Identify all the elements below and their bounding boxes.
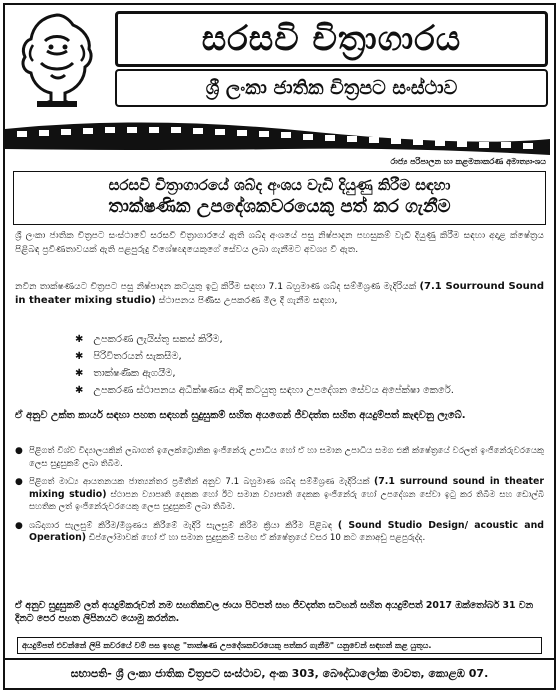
- qualification-list: [15, 445, 544, 551]
- list-item: ✱ උපකරණ ස්ථාපනය අධීක්ෂණය ආදී කටයුතු සඳහා උපදේශන සේවය අපේක්ෂා කෙරේ.: [75, 385, 454, 396]
- deadline-text: ඒ අනුව සුදුසුකම් ලත් අයදුම්කරුවන් නම සහතිකවල ඡායා පිටපත් සහ ජීවදත්ත සටහන් සහිත අයදුම්පත් 2017 ඔක්තෝබර් 31 වන දිනට පෙර පහත ලිපිනයට යොමු කරන්න.: [15, 600, 534, 624]
- bullet-icon: ●: [15, 520, 23, 531]
- equipment-text-a: නවීන තාක්ෂණයට චිත්‍රපට පසු නිෂ්පාදන කටයුතු ඉටු කිරීම සඳහා 7.1 බහුමාණ ශබ්ද සම්මිශ්‍රණ මැදිරියක්: [15, 281, 417, 292]
- qualification-text: පිළිගත් විශ්ව විද්‍යාලයකින් ලබාගත් ඉලෙක්ට්‍රොනික ඉංජිනේරු උපාධිය හෝ ඒ හා සමාන උපාධිය සමග එකී ක්ෂේත්‍රයේ වරලත් ඉංජිනේරුවරයෙකු ලෙස සුදුසුකම් ලබා තිබීම.: [29, 446, 544, 469]
- page-title: සරසවි චිත්‍රාගාරය: [201, 19, 462, 59]
- title-bar: [115, 11, 548, 67]
- list-item: ✱ තාක්ෂණික ඇගයීම,: [75, 368, 176, 379]
- intro-paragraph: ශ්‍රී ලංකා ජාතික චිත්‍රපට සංස්ථාවේ සරසවි චිත්‍රාගාරයේ ඇති ශබ්ද අංශයේ පසු නිෂ්පාදන පහසුකම් වැඩි දියුණු කිරීම සඳහා අදාළ ක්ෂේත්‍රය පිළිබඳ ප්‍රවීණතාවයක් ඇති පළපුරුදු විශේෂඥයෙකුගේ සේවය ලබා ගැනීමට අවශ්‍ය වී ඇත.: [15, 230, 544, 255]
- list-item: [15, 476, 544, 514]
- headline-line-2: තාක්ෂණික උපදේශකවරයෙකු පත් කර ගැනීම: [108, 196, 451, 217]
- equipment-text-b: ස්ථාපනය පිණිස උපකරණ මිල දී ගැනීම සඳහා,: [158, 295, 338, 306]
- task-list: [75, 331, 454, 399]
- list-item: ✱ උපකරණ ලැයිස්තු සකස් කිරීම,: [75, 334, 223, 345]
- advertisement-page: [3, 3, 556, 690]
- equipment-paragraph: [15, 280, 544, 308]
- requirement-line: ඒ අනුව උක්ත කාර්ය සඳහා පහත සඳහන් සුදුසුකම් සහිත අයගෙන් ජීවදත්ත සහිත අයදුම්පත් කැඳවනු ලැබේ.: [15, 410, 466, 421]
- star-bullet-icon: ✱: [75, 334, 84, 345]
- list-item: [15, 520, 544, 545]
- headline-box: [13, 171, 546, 225]
- ministry-line: රාජ්‍ය පරිපාලන හා කළමනාකරණ අමාත්‍යාංශය: [390, 157, 546, 166]
- footer-address: සභාපති- ශ්‍රී ලංකා ජාතික චිත්‍රපට සංස්ථාව, අංක 303, බෞද්ධාලෝක මාවත, කොළඹ 07.: [5, 658, 554, 688]
- subtitle-box: [115, 69, 548, 107]
- subtitle: ශ්‍රී ලංකා ජාතික චිත්‍රපට සංස්ථාව: [205, 77, 458, 99]
- list-item: [15, 445, 544, 470]
- bullet-icon: ●: [15, 446, 23, 456]
- envelope-note: අයදුම්පත් එවන්නේ ලිපි කවරයේ වම් පස ඉහළ "තාක්ෂණ උපදේශකවරයෙකු පත්කර ගැනීම" යනුවෙන් සඳහන් කළ යුතුය.: [17, 637, 542, 654]
- lion-emblem-icon: [11, 11, 103, 109]
- list-item: ✱ පිරිවිතරයන් සැකසීම,: [75, 351, 182, 362]
- qualification-text: ශබ්දාගාර සැලසුම් කිරීම/මිශ්‍රණය කිරීමේ මැදිරි සැලසුම් කිරීම ක්‍රියා කිරීම පිළිබඳ ( Sound Studio Design/ acoustic and Operation) ඩිප්ලෝමාවක් හෝ ඒ හා සමාන සුදුසුකම් සමඟ ඒ ක්ෂේත්‍රයේ වසර 10 කට නොඅඩු පළපුරුද්ද.: [29, 519, 544, 543]
- bullet-icon: ●: [15, 477, 23, 487]
- qualification-text: පිළිගත් මාධ්‍ය ආයතනයක ජාත්‍යන්තර ප්‍රමිතීන් අනුව 7.1 බහුමාණ ශබ්ද සම්මිශ්‍රණ මැදිරියක් (7.1 surround sound in theater mixing studio) ස්ථාපන ව්‍යාපෘති දෙකක හෝ ඊට සමාන ව්‍යාපෘති දෙකක ඉංජිනේරු හෝ උපදේශන සේවා ඉටු කර තිබීම සහ ඩොල්බි සහතික ලත් ඉංජිනේරුවරයෙකු ලෙස සුදුසුකම් ලබා තිබීම.: [29, 476, 545, 512]
- headline-line-1: සරසවි චිත්‍රාගාරයේ ශබ්ද අංශය වැඩි දියුණු කිරීම සඳහා: [108, 176, 451, 194]
- header: [5, 5, 554, 173]
- equipment-english-term: (7.1 Sourround Sound in theater mixing studio): [15, 281, 545, 306]
- star-bullet-icon: ✱: [75, 351, 84, 362]
- star-bullet-icon: ✱: [75, 368, 84, 379]
- star-bullet-icon: ✱: [75, 385, 84, 396]
- film-strip-graphic: [5, 109, 550, 157]
